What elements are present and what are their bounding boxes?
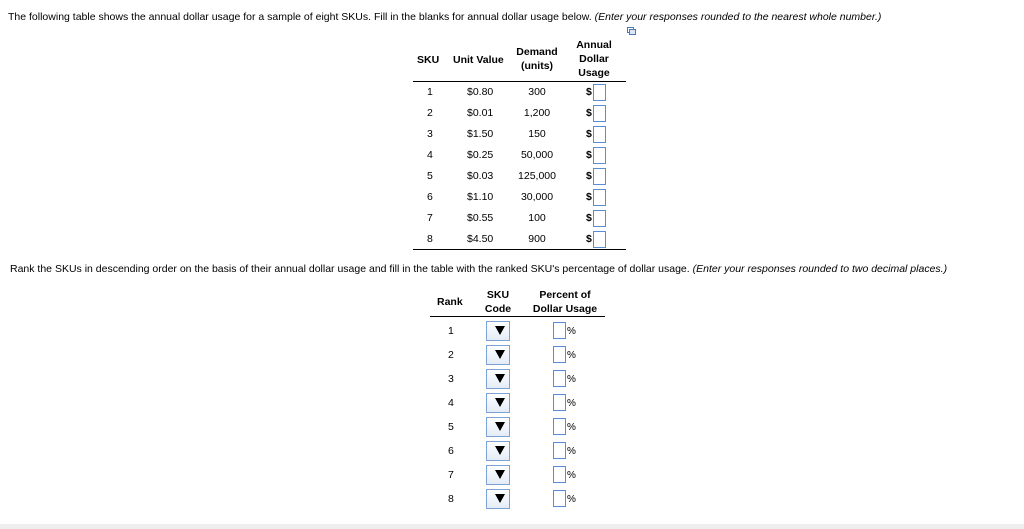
percent-sign: % <box>567 470 576 481</box>
table-row <box>413 124 626 145</box>
currency-symbol: $ <box>586 86 592 98</box>
annual-usage-input[interactable] <box>593 168 606 185</box>
sku-code-dropdown[interactable] <box>486 321 510 341</box>
percent-sign: % <box>567 326 576 337</box>
sku-cell: 7 <box>427 212 433 224</box>
demand-cell: 100 <box>528 212 546 224</box>
rank-cell: 5 <box>448 421 454 433</box>
ranking-row <box>430 487 605 511</box>
unit-value-cell: $0.55 <box>467 212 494 224</box>
unit-value-cell: $0.03 <box>467 170 494 182</box>
demand-cell: 1,200 <box>523 107 551 119</box>
instruction-1-text: The following table shows the annual dollar usage for a sample of eight SKUs. Fill in the blanks for annual dollar usage below. <box>8 11 592 23</box>
percent-sign: % <box>567 350 576 361</box>
header-demand <box>513 45 561 73</box>
instruction-2-text: Rank the SKUs in descending order on the basis of their annual dollar usage and fill in the table with the ranked SKU's percentage of dollar usage. <box>10 263 690 275</box>
unit-value-cell: $4.50 <box>467 233 494 245</box>
ranking-row <box>430 319 605 343</box>
sku-code-dropdown[interactable] <box>486 369 510 389</box>
annual-usage-input[interactable] <box>593 210 606 227</box>
copy-icon[interactable] <box>627 27 636 35</box>
table-bottom-border <box>413 249 626 250</box>
sku-code-dropdown[interactable] <box>486 489 510 509</box>
header-sku-code-line2: Code <box>484 303 512 315</box>
sku-cell: 1 <box>427 86 433 98</box>
header-percent <box>528 288 602 316</box>
unit-value-cell: $0.80 <box>467 86 494 98</box>
dropdown-arrow-icon <box>495 398 505 407</box>
rank-cell: 3 <box>448 373 454 385</box>
unit-value-cell: $1.10 <box>467 191 494 203</box>
annual-usage-input[interactable] <box>593 105 606 122</box>
unit-value-cell: $0.01 <box>467 107 494 119</box>
demand-cell: 300 <box>528 86 546 98</box>
ranking-row <box>430 463 605 487</box>
rank-cell: 1 <box>448 325 454 337</box>
header-annual-line3: Usage <box>578 67 610 79</box>
header-percent-line1: Percent of <box>539 289 591 301</box>
table-row <box>413 82 626 103</box>
dropdown-arrow-icon <box>495 470 505 479</box>
rank-cell: 4 <box>448 397 454 409</box>
instruction-1 <box>8 11 881 23</box>
header-annual-line1: Annual <box>576 39 612 51</box>
header-demand-line1: Demand <box>516 46 558 58</box>
currency-symbol: $ <box>586 128 592 140</box>
sku-cell: 3 <box>427 128 433 140</box>
demand-cell: 125,000 <box>518 170 556 182</box>
table-row <box>413 145 626 166</box>
percent-sign: % <box>567 398 576 409</box>
header-annual-dollar-usage <box>573 38 615 80</box>
header-percent-line2: Dollar Usage <box>532 303 598 315</box>
instruction-1-note: (Enter your responses rounded to the nearest whole number.) <box>594 11 882 23</box>
ranking-row <box>430 391 605 415</box>
table-header <box>413 38 626 82</box>
dropdown-arrow-icon <box>495 494 505 503</box>
demand-cell: 900 <box>528 233 546 245</box>
dropdown-arrow-icon <box>495 350 505 359</box>
unit-value-cell: $0.25 <box>467 149 494 161</box>
demand-cell: 30,000 <box>520 191 554 203</box>
table-row <box>413 166 626 187</box>
header-rank: Rank <box>437 296 463 308</box>
instruction-2-note: (Enter your responses rounded to two decimal places.) <box>692 263 948 275</box>
dropdown-arrow-icon <box>495 374 505 383</box>
currency-symbol: $ <box>586 107 592 119</box>
ranking-row <box>430 343 605 367</box>
header-unit-value: Unit Value <box>453 54 504 66</box>
table-row <box>413 187 626 208</box>
ranking-row <box>430 367 605 391</box>
percent-input[interactable] <box>553 466 566 483</box>
sku-code-dropdown[interactable] <box>486 345 510 365</box>
sku-code-dropdown[interactable] <box>486 393 510 413</box>
dropdown-arrow-icon <box>495 326 505 335</box>
ranking-row <box>430 415 605 439</box>
annual-usage-input[interactable] <box>593 147 606 164</box>
sku-code-dropdown[interactable] <box>486 417 510 437</box>
sku-cell: 5 <box>427 170 433 182</box>
ranking-header <box>430 286 605 316</box>
percent-input[interactable] <box>553 418 566 435</box>
sku-cell: 2 <box>427 107 433 119</box>
annual-usage-input[interactable] <box>593 84 606 101</box>
unit-value-cell: $1.50 <box>467 128 494 140</box>
sku-code-dropdown[interactable] <box>486 441 510 461</box>
percent-input[interactable] <box>553 370 566 387</box>
table-row <box>413 208 626 229</box>
currency-symbol: $ <box>586 233 592 245</box>
table-row <box>413 103 626 124</box>
bottom-bar <box>0 524 1024 529</box>
sku-cell: 8 <box>427 233 433 245</box>
percent-sign: % <box>567 374 576 385</box>
percent-input[interactable] <box>553 322 566 339</box>
table-row <box>413 229 626 250</box>
rank-cell: 6 <box>448 445 454 457</box>
percent-sign: % <box>567 422 576 433</box>
annual-usage-input[interactable] <box>593 189 606 206</box>
currency-symbol: $ <box>586 149 592 161</box>
header-sku-code <box>480 288 516 316</box>
percent-input[interactable] <box>553 490 566 507</box>
ranking-table <box>430 286 605 505</box>
sku-code-dropdown[interactable] <box>486 465 510 485</box>
annual-usage-input[interactable] <box>593 126 606 143</box>
header-sku-code-line1: SKU <box>486 289 510 301</box>
header-demand-line2: (units) <box>520 60 554 72</box>
percent-sign: % <box>567 494 576 505</box>
currency-symbol: $ <box>586 170 592 182</box>
header-annual-line2: Dollar <box>579 53 609 65</box>
ranking-header-divider <box>430 316 605 317</box>
percent-input[interactable] <box>553 394 566 411</box>
currency-symbol: $ <box>586 212 592 224</box>
percent-sign: % <box>567 446 576 457</box>
ranking-row <box>430 439 605 463</box>
dropdown-arrow-icon <box>495 422 505 431</box>
percent-input[interactable] <box>553 346 566 363</box>
rank-cell: 8 <box>448 493 454 505</box>
demand-cell: 50,000 <box>520 149 554 161</box>
rank-cell: 7 <box>448 469 454 481</box>
annual-usage-input[interactable] <box>593 231 606 248</box>
demand-cell: 150 <box>528 128 546 140</box>
sku-cell: 4 <box>427 149 433 161</box>
instruction-2 <box>10 263 947 275</box>
percent-input[interactable] <box>553 442 566 459</box>
annual-usage-table <box>413 38 626 245</box>
dropdown-arrow-icon <box>495 446 505 455</box>
currency-symbol: $ <box>586 191 592 203</box>
sku-cell: 6 <box>427 191 433 203</box>
rank-cell: 2 <box>448 349 454 361</box>
header-sku: SKU <box>417 54 440 66</box>
